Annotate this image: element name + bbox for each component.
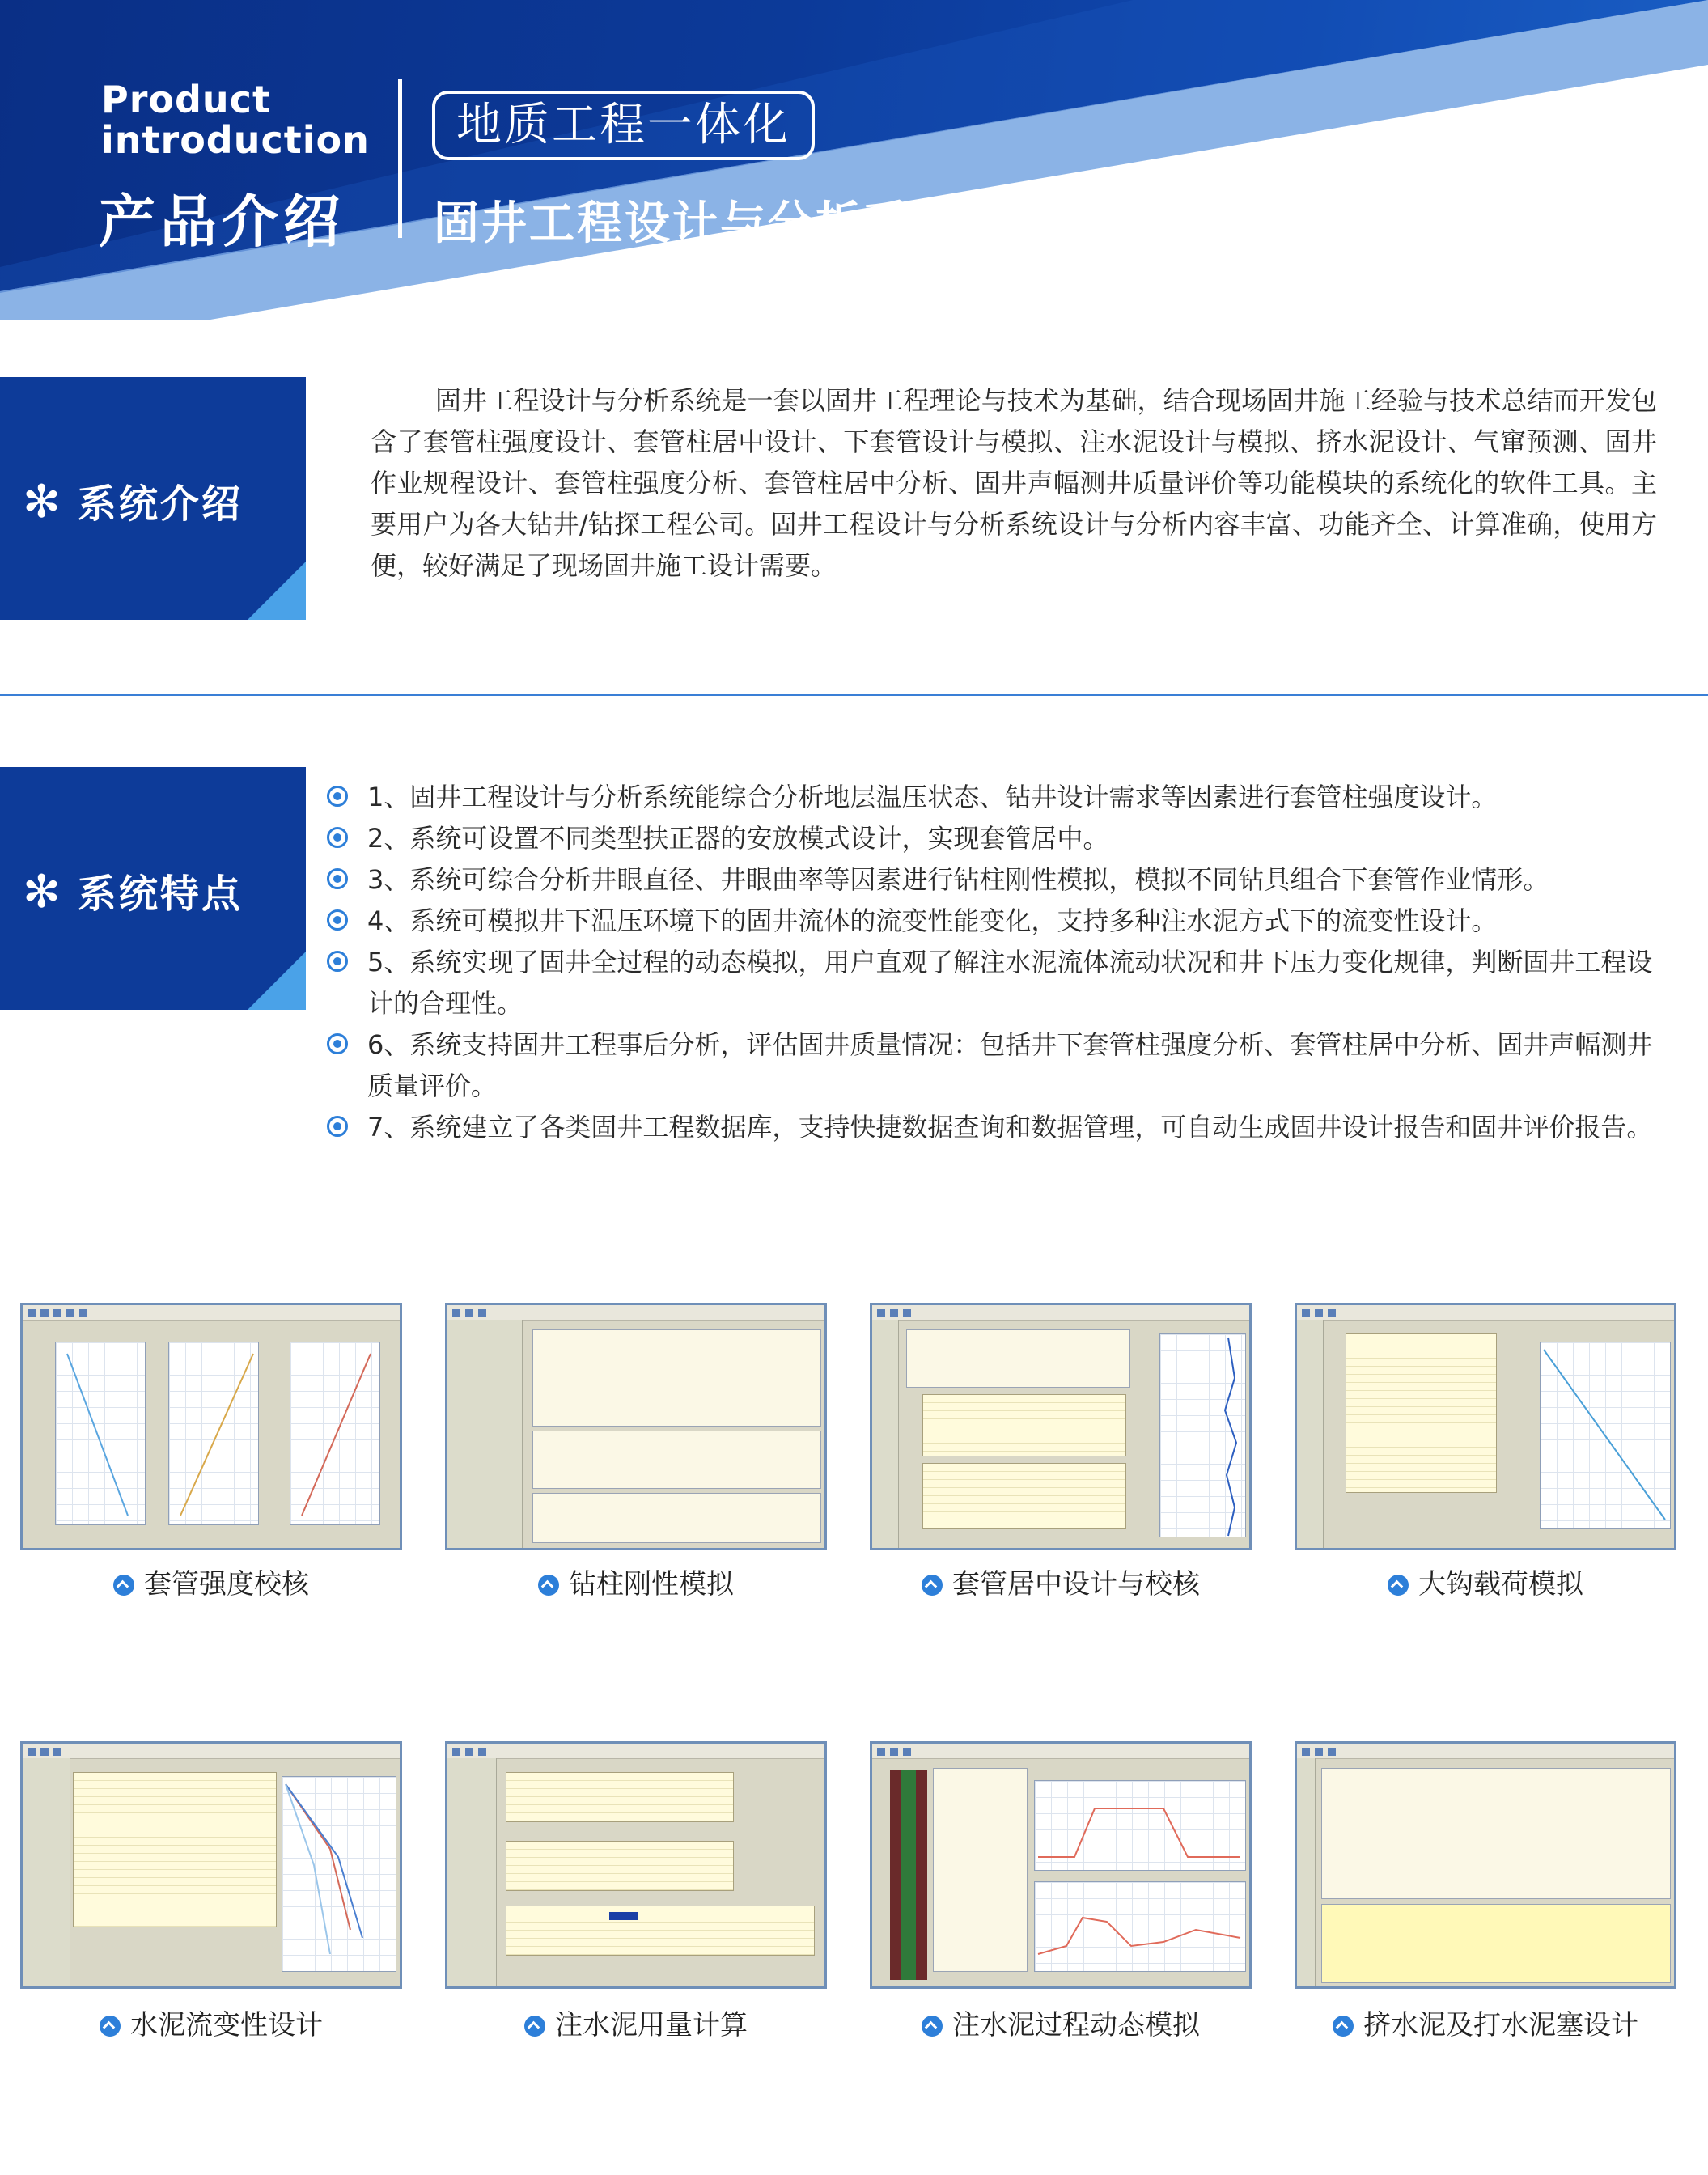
screenshot-drill-string — [445, 1303, 827, 1550]
chinese-title: 产品介绍 — [99, 189, 345, 255]
caption: 套管居中设计与校核 — [870, 1562, 1252, 1601]
caption: 套管强度校核 — [20, 1562, 402, 1601]
radio-bullet-icon — [327, 1116, 348, 1137]
list-item: 7、系统建立了各类固井工程数据库，支持快捷数据查询和数据管理，可自动生成固井设计报告和固井评价报告。 — [324, 1107, 1667, 1148]
list-item: 3、系统可综合分析井眼直径、井眼曲率等因素进行钻柱刚性模拟，模拟不同钻具组合下套管作业情形。 — [324, 859, 1667, 901]
radio-bullet-icon — [327, 868, 348, 889]
caption: 钻柱刚性模拟 — [445, 1562, 827, 1601]
check-circle-icon — [922, 2016, 943, 2037]
list-item: 4、系统可模拟井下温压环境下的固井流体的流变性能变化，支持多种注水泥方式下的流变性设计。 — [324, 901, 1667, 942]
list-item: 5、系统实现了固井全过程的动态模拟，用户直观了解注水泥流体流动状况和井下压力变化规律，判断固井工程设计的合理性。 — [324, 942, 1667, 1024]
radio-bullet-icon — [327, 1033, 348, 1054]
check-circle-icon — [538, 1575, 559, 1596]
screenshot-cement-volume — [445, 1741, 827, 1989]
check-circle-icon — [922, 1575, 943, 1596]
screenshot-cement-rheology — [20, 1741, 402, 1989]
product-subtitle: 固井工程设计与分析系统 — [434, 197, 959, 250]
radio-bullet-icon — [327, 827, 348, 848]
asterisk-icon: ✻ — [23, 866, 63, 918]
intro-paragraph: 固井工程设计与分析系统是一套以固井工程理论与技术为基础，结合现场固井施工经验与技术总结而开发包含了套管柱强度设计、套管柱居中设计、下套管设计与模拟、注水泥设计与模拟、挤水泥设计、气窜预测、固井作业规程设计、套管柱强度分析、套管柱居中分析、固井声幅测井质量评价等功能模块的系统化的软件工具。主要用户为各大钻井/钻探工程公司。固井工程设计与分析系统设计与分析内容丰富、功能齐全、计算准确，使用方便，较好满足了现场固井施工设计需要。 — [371, 385, 1657, 581]
caption: 挤水泥及打水泥塞设计 — [1295, 2003, 1676, 2042]
section-tab-label: 系统介绍 — [77, 481, 243, 527]
caption: 注水泥用量计算 — [445, 2003, 827, 2042]
list-item: 2、系统可设置不同类型扶正器的安放模式设计，实现套管居中。 — [324, 818, 1667, 859]
section-tab-label: 系统特点 — [77, 871, 243, 917]
section-tab-intro — [0, 377, 306, 620]
caption: 大钩载荷模拟 — [1295, 1562, 1676, 1601]
section-divider — [0, 694, 1708, 696]
feature-list — [324, 777, 1667, 1148]
check-circle-icon — [100, 2016, 121, 2037]
screenshot-cement-dynamic — [870, 1741, 1252, 1989]
check-circle-icon — [524, 2016, 545, 2037]
screenshot-squeeze-design — [1295, 1741, 1676, 1989]
screenshot-casing-strength — [20, 1303, 402, 1550]
section-tab-features — [0, 767, 306, 1010]
check-circle-icon — [1333, 2016, 1354, 2037]
list-item: 1、固井工程设计与分析系统能综合分析地层温压状态、钻井设计需求等因素进行套管柱强度设计。 — [324, 777, 1667, 818]
tab-corner-fold — [248, 952, 306, 1010]
screenshot-centralizer — [870, 1303, 1252, 1550]
check-circle-icon — [113, 1575, 134, 1596]
radio-bullet-icon — [327, 951, 348, 972]
check-circle-icon — [1388, 1575, 1409, 1596]
tab-corner-fold — [248, 562, 306, 620]
english-title: Product introduction — [101, 78, 370, 162]
caption: 水泥流变性设计 — [20, 2003, 402, 2042]
header-banner — [0, 0, 1708, 320]
screenshot-hook-load — [1295, 1303, 1676, 1550]
topic-tag: 地质工程一体化 — [432, 91, 815, 160]
asterisk-icon: ✻ — [23, 476, 63, 528]
title-divider — [398, 79, 402, 238]
caption: 注水泥过程动态模拟 — [870, 2003, 1252, 2042]
list-item: 6、系统支持固井工程事后分析，评估固井质量情况：包括井下套管柱强度分析、套管柱居中分析、固井声幅测井质量评价。 — [324, 1024, 1667, 1107]
radio-bullet-icon — [327, 786, 348, 807]
radio-bullet-icon — [327, 909, 348, 931]
